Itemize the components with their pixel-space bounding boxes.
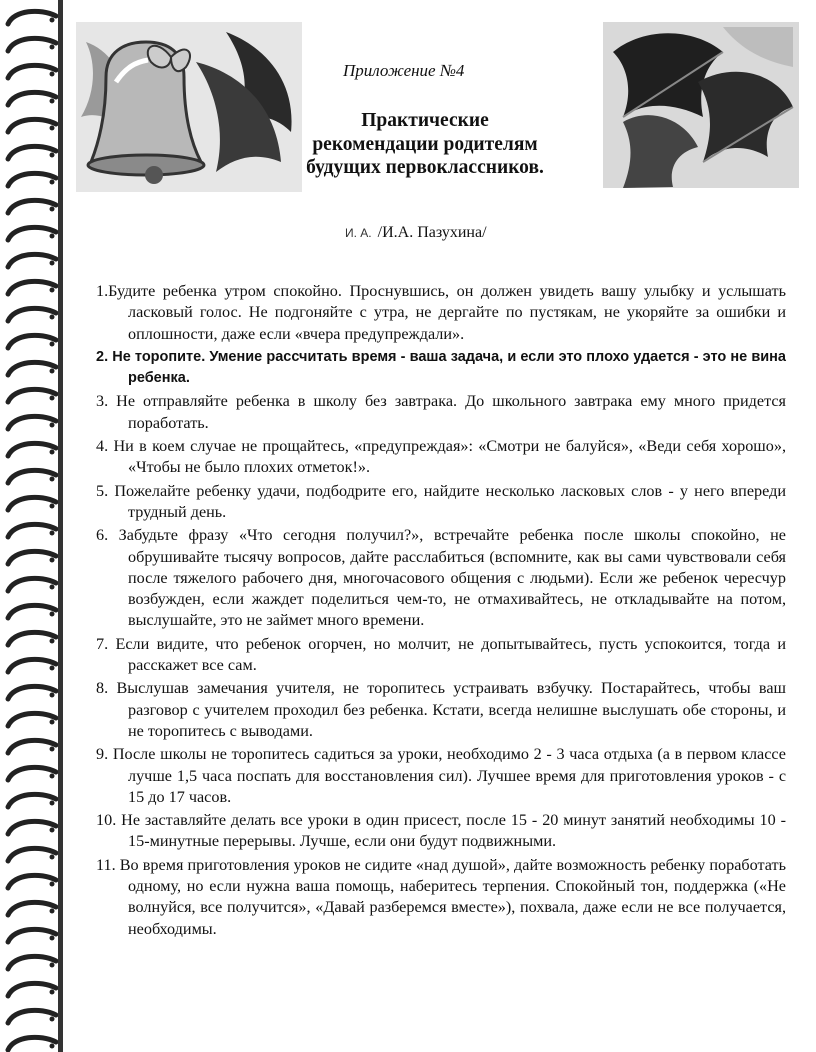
spiral-coil	[8, 740, 56, 753]
spiral-coil	[8, 11, 56, 24]
binding-hole	[50, 747, 55, 752]
list-item: 11. Во время приготовления уроков не сидите «над душой», дайте возможность ребенку поработать одному, но если нужна ваша помощь, наберитесь терпения. Спокойный тон, поддержка («Не волнуйся, все получится», «Давай разберемся вместе»), похвала, даже если не все получается, необходимы.	[96, 855, 786, 938]
binding-hole	[50, 477, 55, 482]
spiral-coil	[8, 38, 56, 51]
list-item: 9. После школы не торопитесь садиться за уроки, необходимо 2 - 3 часа отдыха (а в первом классе лучше 1,5 часа поспать для восстановления сил). Лучшее время для приготовления уроков - с 15 до 17 часов.	[96, 745, 786, 806]
spiral-coil	[8, 389, 56, 402]
spiral-coil	[8, 578, 56, 591]
binding-hole	[50, 990, 55, 995]
binding-hole	[50, 666, 55, 671]
spiral-coil	[8, 200, 56, 213]
binding-hole	[50, 396, 55, 401]
binding-hole	[50, 693, 55, 698]
spiral-coil	[8, 767, 56, 780]
binding-hole	[50, 720, 55, 725]
binding-hole	[50, 963, 55, 968]
spiral-coil	[8, 65, 56, 78]
binding-hole	[50, 801, 55, 806]
spiral-coil	[8, 956, 56, 969]
binding-hole	[50, 153, 55, 158]
spiral-coil	[8, 416, 56, 429]
list-item: 2. Не торопите. Умение рассчитать время - ваша задача, и если это плохо удается - это не вина ребенка.	[96, 348, 786, 387]
binding-hole	[50, 558, 55, 563]
appendix-label: Приложение №4	[343, 61, 465, 80]
spiral-coil	[8, 551, 56, 564]
spiral-coil	[8, 443, 56, 456]
spiral-coil	[8, 875, 56, 888]
list-item: 1.Будите ребенка утром спокойно. Проснувшись, он должен увидеть вашу улыбку и услышать ласковый голос. Не подгоняйте с утра, не дергайте по пустякам, не укоряйте за ошибки и оплошности, даже если «вчера предупреждали».	[96, 282, 786, 343]
list-item: 10. Не заставляйте делать все уроки в один присест, после 15 - 20 минут занятий необходимы 10 - 15-минутные перерывы. Лучше, если они будут подвижными.	[96, 811, 786, 851]
binding-hole	[50, 639, 55, 644]
spiral-coil	[8, 227, 56, 240]
spiral-binding	[0, 0, 62, 1052]
spiral-coil	[8, 1010, 56, 1023]
binding-hole	[50, 18, 55, 23]
spiral-coil	[8, 173, 56, 186]
binding-hole	[50, 1017, 55, 1022]
author-line	[345, 224, 487, 242]
binding-hole	[50, 315, 55, 320]
recommendations-list	[96, 281, 786, 942]
spiral-coil	[8, 632, 56, 645]
spiral-coil	[8, 848, 56, 861]
spiral-coil	[8, 497, 56, 510]
spiral-coil	[8, 470, 56, 483]
binding-hole	[50, 1044, 55, 1049]
binding-hole	[50, 180, 55, 185]
binding-hole	[50, 45, 55, 50]
list-item: 4. Ни в коем случае не прощайтесь, «предупреждая»: «Смотри не балуйся», «Веди себя хорошо», «Чтобы не было плохих отметок!».	[96, 437, 786, 477]
page-title: Практические рекомендации родителям будущих первоклассников.	[306, 110, 544, 178]
binding-hole	[50, 774, 55, 779]
binding-hole	[50, 342, 55, 347]
page-edge	[58, 0, 63, 1052]
binding-hole	[50, 99, 55, 104]
binding-hole	[50, 855, 55, 860]
spiral-coil	[8, 821, 56, 834]
binding-hole	[50, 234, 55, 239]
binding-hole	[50, 126, 55, 131]
author-name: /И.А. Пазухина/	[377, 224, 487, 241]
spiral-coil	[8, 524, 56, 537]
spiral-coil	[8, 659, 56, 672]
spiral-coil	[8, 308, 56, 321]
binding-hole	[50, 936, 55, 941]
binding-hole	[50, 207, 55, 212]
spiral-coil	[8, 92, 56, 105]
spiral-coil	[8, 902, 56, 915]
binding-hole	[50, 828, 55, 833]
binding-hole	[50, 585, 55, 590]
binding-hole	[50, 909, 55, 914]
binding-hole	[50, 504, 55, 509]
autumn-leaves-icon	[603, 22, 799, 188]
list-item: 5. Пожелайте ребенку удачи, подбодрите его, найдите несколько ласковых слов - у него впереди трудный день.	[96, 481, 786, 521]
spiral-coil	[8, 713, 56, 726]
spiral-coil	[8, 281, 56, 294]
spiral-coil	[8, 929, 56, 942]
binding-hole	[50, 882, 55, 887]
spiral-coil	[8, 254, 56, 267]
author-initials: И. А.	[345, 226, 372, 240]
binding-hole	[50, 423, 55, 428]
list-item: 6. Забудьте фразу «Что сегодня получил?», встречайте ребенка после школы спокойно, не обрушивайте тысячу вопросов, дайте расслабиться (вспомните, как вы сами чувствовали себя после тяжелого рабочего дня, многочасового общения с людьми). Если же ребенок чересчур возбужден, если жаждет поделиться чем-то, не отмахивайтесь, не откладывайте на потом, выслушайте, это не займет много времени.	[96, 526, 786, 630]
list-item: 3. Не отправляйте ребенка в школу без завтрака. До школьного завтрака ему много придется поработать.	[96, 392, 786, 432]
spiral-coil	[8, 983, 56, 996]
binding-hole	[50, 612, 55, 617]
binding-hole	[50, 72, 55, 77]
binding-hole	[50, 288, 55, 293]
list-item: 7. Если видите, что ребенок огорчен, но молчит, не допытывайтесь, пусть успокоится, тогда и расскажет все сам.	[96, 634, 786, 675]
list-item: 8. Выслушав замечания учителя, не торопитесь устраивать взбучку. Постарайтесь, чтобы ваш разговор с учителем проходил без ребенка. Кстати, всегда нелишне выслушать обе стороны, и не торопитесь с выводами.	[96, 679, 786, 740]
spiral-coil	[8, 119, 56, 132]
spiral-coil	[8, 794, 56, 807]
spiral-coil	[8, 686, 56, 699]
binding-hole	[50, 531, 55, 536]
spiral-coil	[8, 335, 56, 348]
spiral-coil	[8, 605, 56, 618]
spiral-coil	[8, 146, 56, 159]
binding-hole	[50, 261, 55, 266]
spiral-coil	[8, 362, 56, 375]
bell-and-leaves-icon	[76, 22, 302, 192]
binding-hole	[50, 369, 55, 374]
binding-hole	[50, 450, 55, 455]
spiral-coil	[8, 1037, 56, 1050]
